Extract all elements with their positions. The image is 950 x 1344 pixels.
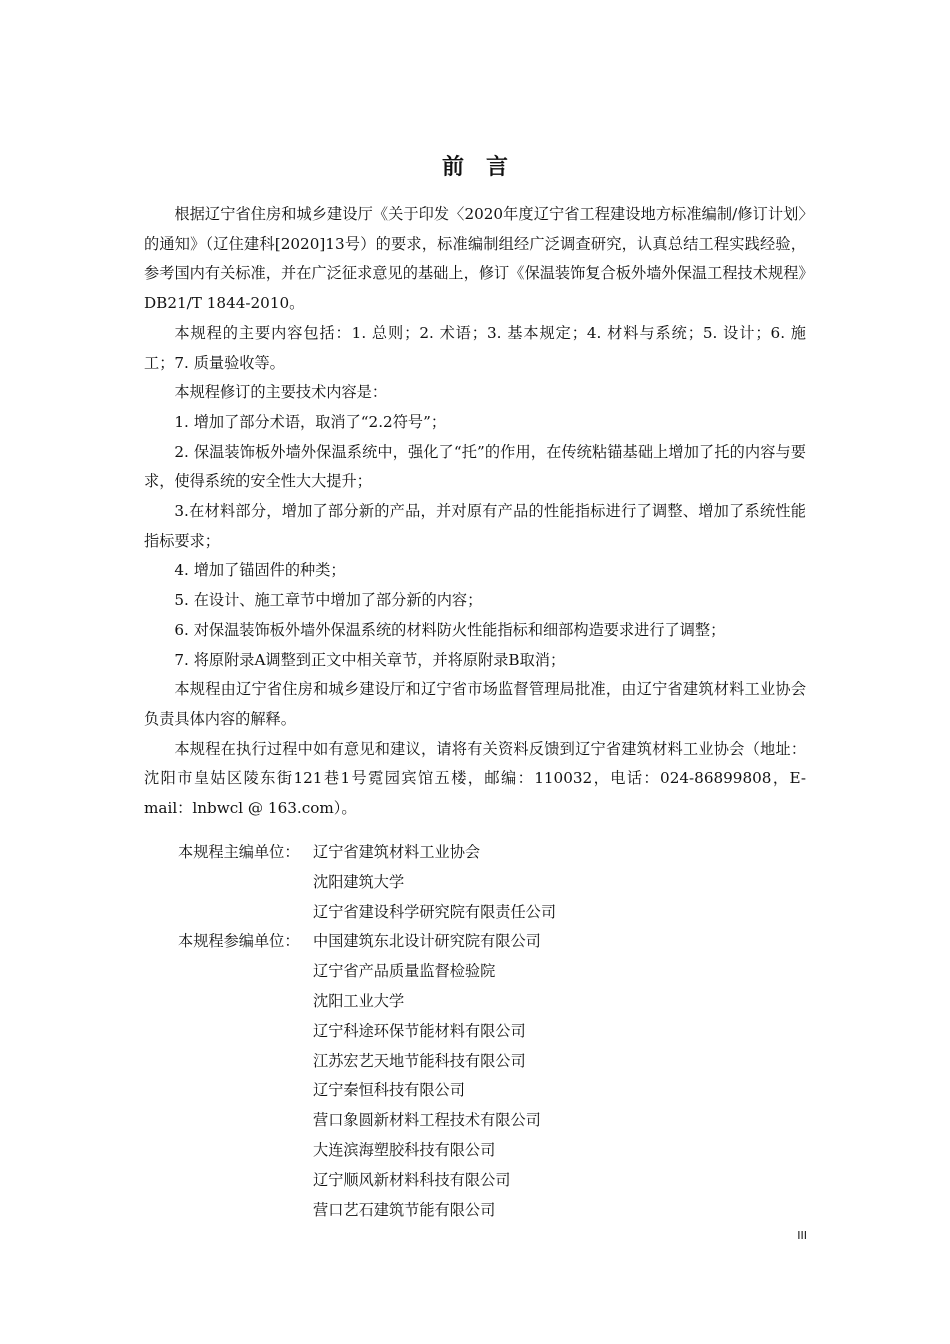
participating-unit-row (178, 957, 818, 987)
chief-unit-row (178, 838, 818, 868)
participating-unit-name: 营口象圆新材料工程技术有限公司 (313, 1111, 541, 1130)
participating-unit-name: 辽宁省产品质量监督检验院 (313, 962, 496, 981)
participating-unit-row (178, 1196, 818, 1226)
participating-unit-name: 辽宁科途环保节能材料有限公司 (313, 1021, 526, 1040)
participating-units-label: 本规程参编单位： (178, 932, 300, 951)
chief-units-label: 本规程主编单位： (178, 843, 300, 861)
revision-item-5: 5. 在设计、施工章节中增加了部分新的内容； (174, 591, 483, 610)
chief-unit-name: 辽宁省建设科学研究院有限责任公司 (313, 902, 556, 921)
paragraph-basis: 根据辽宁省住房和城乡建设厅《关于印发〈2020年度辽宁省工程建设地方标准编制/修订计划〉的通知》（辽住建科[2020]13号）的要求，标准编制组经广泛调查研究，认真总结工程实践经验，参考国内有关标准，并在广泛征求意见的基础上，修订《保温装饰复合板外墙外保温工程技术规程》DB21/T 1844-2010。 (144, 205, 806, 313)
participating-unit-row (178, 1166, 818, 1196)
chief-unit-row (178, 898, 818, 928)
paragraph-approval: 本规程由辽宁省住房和城乡建设厅和辽宁省市场监督管理局批准，由辽宁省建筑材料工业协会负责具体内容的解释。 (144, 680, 806, 728)
chief-unit-name: 辽宁省建筑材料工业协会 (313, 843, 481, 861)
revision-item-6: 6. 对保温装饰板外墙外保温系统的材料防火性能指标和细部构造要求进行了调整； (174, 620, 726, 639)
revision-item-7: 7. 将原附录A调整到正文中相关章节，并将原附录B取消； (174, 650, 566, 669)
participating-unit-row (178, 1047, 818, 1077)
preface-body (144, 200, 806, 824)
participating-unit-name: 沈阳工业大学 (313, 991, 405, 1010)
participating-unit-row (178, 1076, 818, 1106)
revision-item-4: 4. 增加了锚固件的种类； (174, 561, 346, 580)
paragraph-feedback: 本规程在执行过程中如有意见和建议，请将有关资料反馈到辽宁省建筑材料工业协会（地址：沈阳市皇姑区陵东街121巷1号霓园宾馆五楼，邮编：110032，电话：024-86899808，E-mail：lnbwcl @ 163.com）。 (144, 739, 806, 818)
participating-unit-row (178, 1136, 818, 1166)
chief-unit-row (178, 868, 818, 898)
participating-unit-name: 大连滨海塑胶科技有限公司 (313, 1140, 496, 1159)
participating-unit-name: 江苏宏艺天地节能科技有限公司 (313, 1051, 526, 1070)
participating-unit-name: 辽宁顺风新材料科技有限公司 (313, 1170, 511, 1189)
revision-item-3: 3.在材料部分，增加了部分新的产品，并对原有产品的性能指标进行了调整、增加了系统性能指标要求； (144, 502, 806, 550)
page-title: 前 言 (441, 155, 508, 180)
participating-unit-name: 中国建筑东北设计研究院有限公司 (313, 932, 541, 951)
revision-item-2: 2. 保温装饰板外墙外保温系统中，强化了“托”的作用，在传统粘锚基础上增加了托的内容与要求，使得系统的安全性大大提升； (144, 442, 806, 491)
revision-item-1: 1. 增加了部分术语，取消了“2.2符号”； (174, 412, 447, 431)
participating-unit-name: 辽宁秦恒科技有限公司 (313, 1081, 465, 1100)
participating-unit-row (178, 1106, 818, 1136)
chief-unit-name: 沈阳建筑大学 (313, 872, 405, 891)
participating-unit-name: 营口艺石建筑节能有限公司 (313, 1200, 496, 1219)
editor-units (178, 838, 818, 1225)
page-number: III (797, 1229, 807, 1242)
participating-unit-row (178, 1017, 818, 1047)
paragraph-main-content: 本规程的主要内容包括：1. 总则；2. 术语；3. 基本规定；4. 材料与系统；5. 设计；6. 施工；7. 质量验收等。 (144, 323, 806, 372)
participating-unit-row (178, 927, 818, 957)
paragraph-revision-intro: 本规程修订的主要技术内容是： (174, 383, 388, 402)
participating-unit-row (178, 987, 818, 1017)
